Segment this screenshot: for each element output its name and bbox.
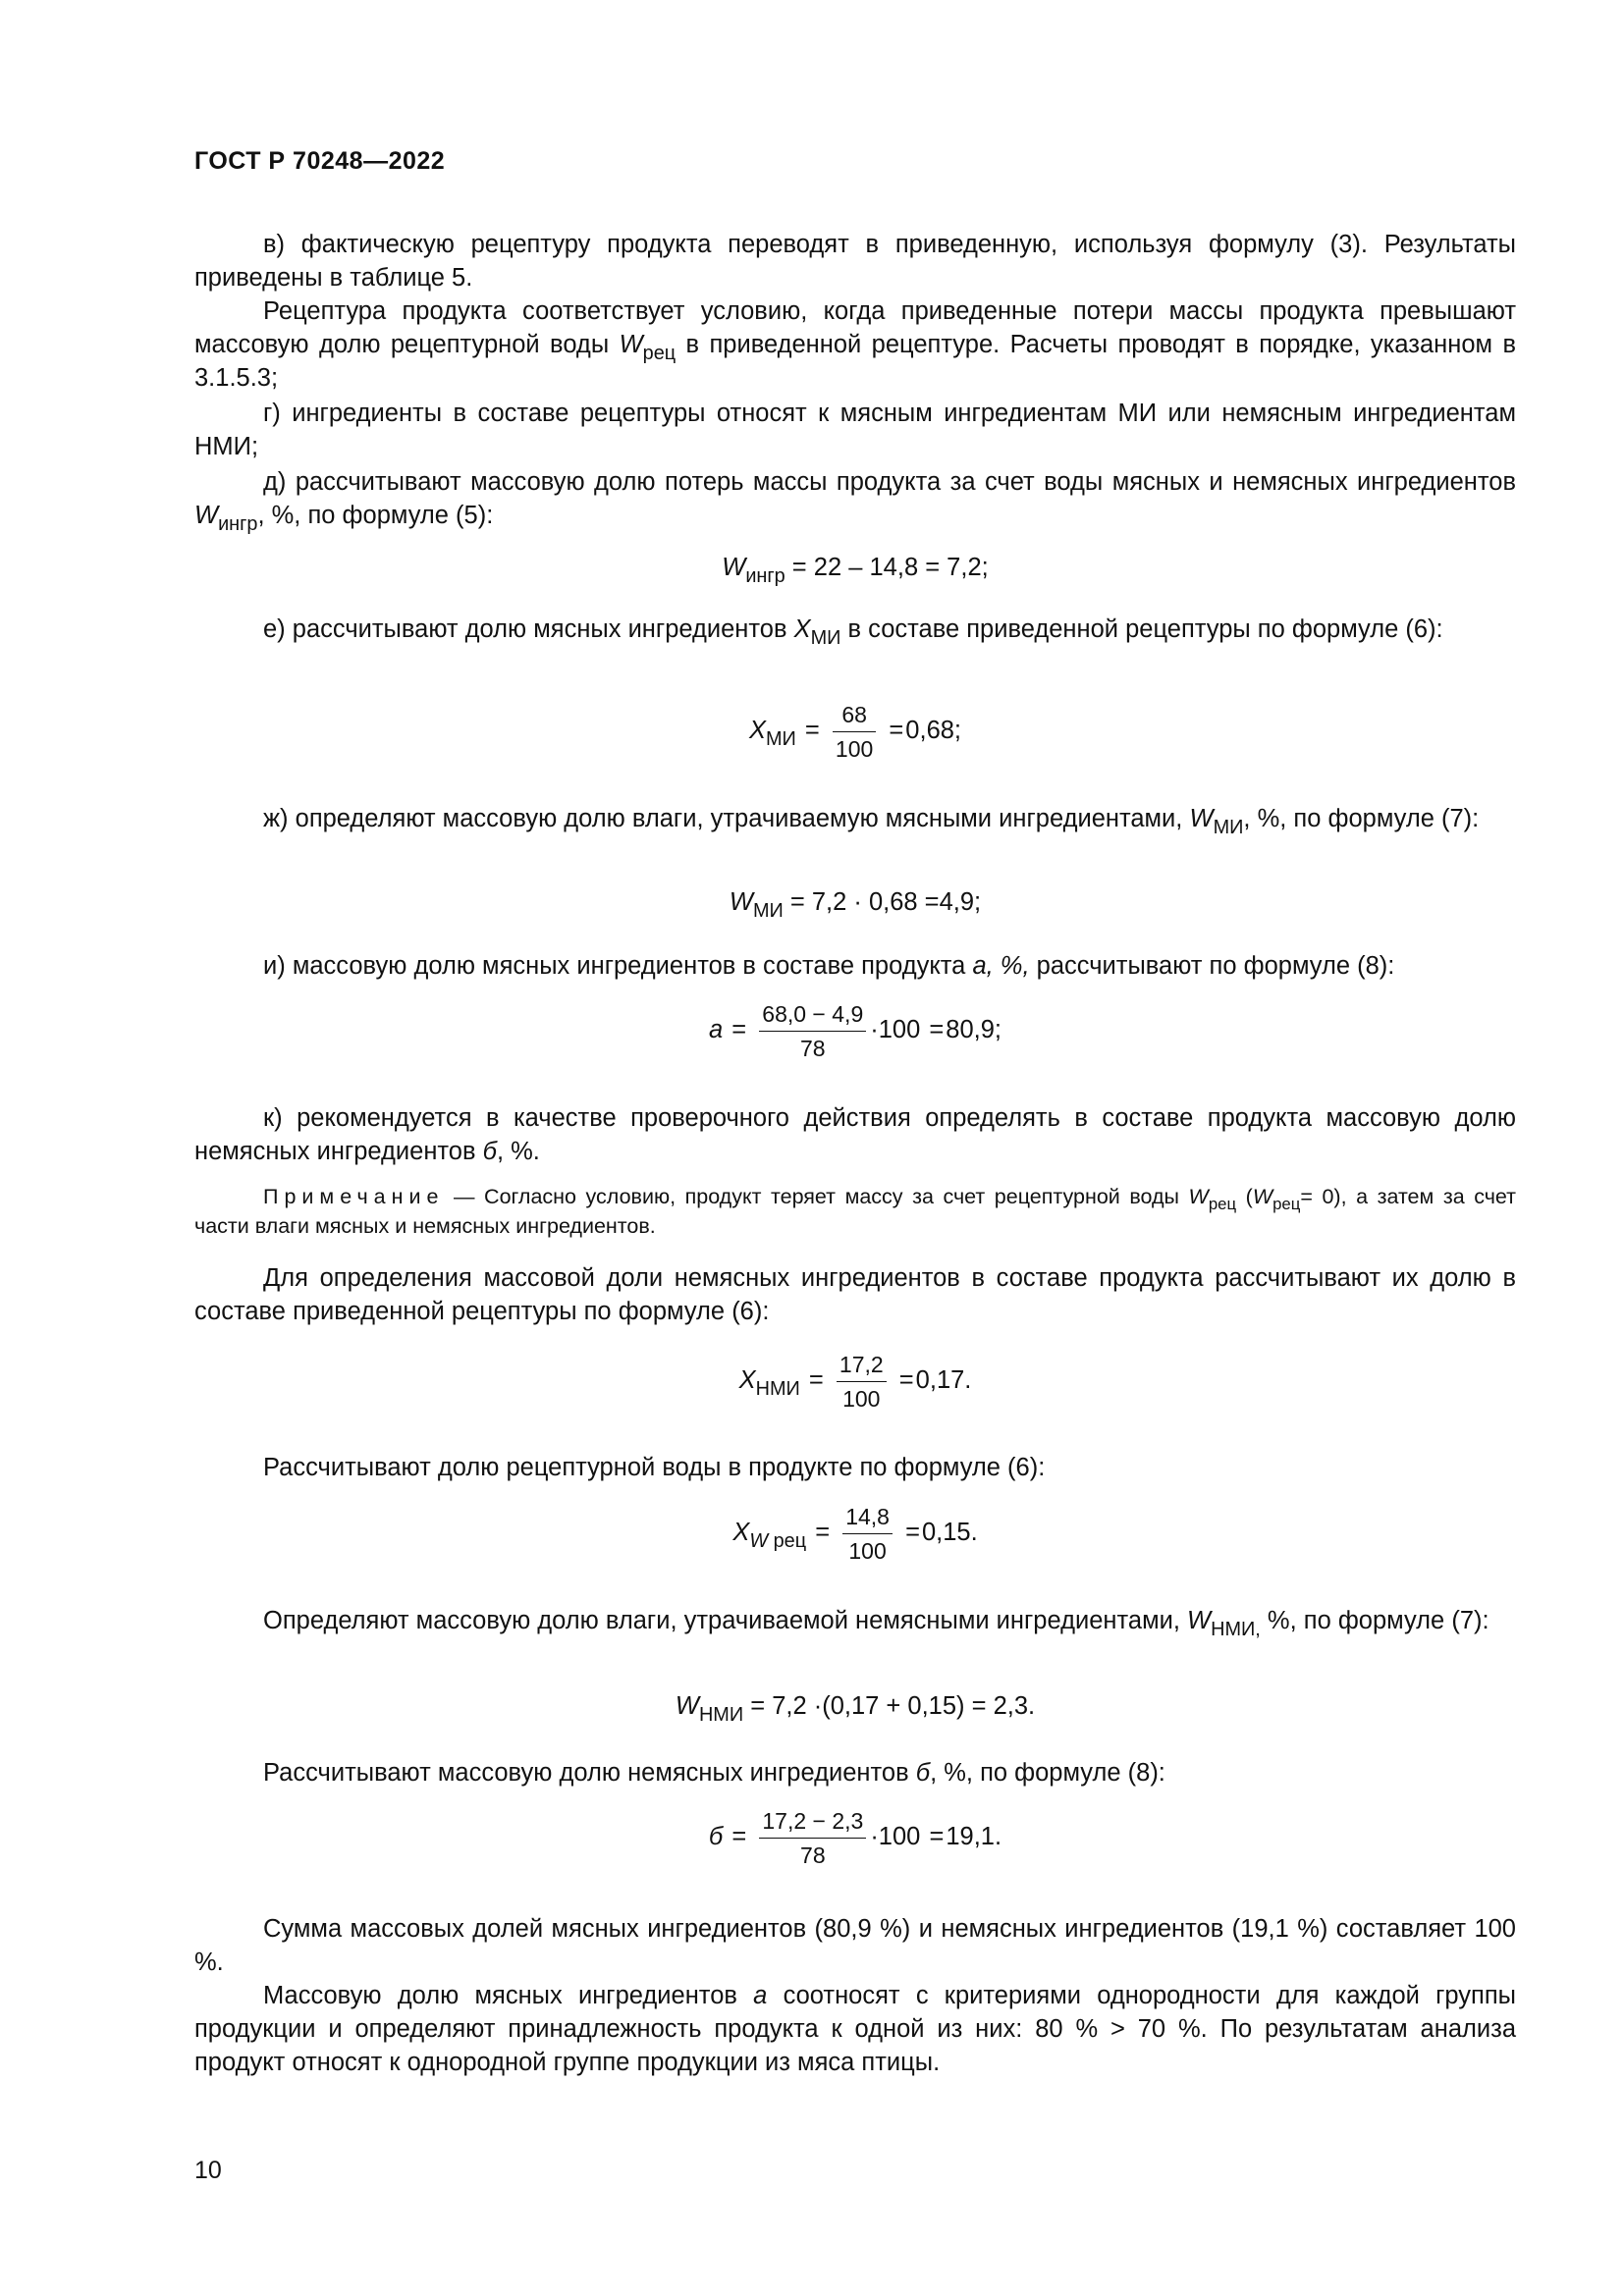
formula-8-a: а = $\frac{68,0 - 4,9}{78}$ ·100 =80,9; <box>709 1001 1001 1061</box>
paragraph-zh: ж) определяют массовую долю влаги, утрачиваемую мясными ингредиентами, $W_{МИ}$, %, по формуле (7): <box>263 805 1480 838</box>
paragraph-b: Рассчитывают массовую долю немясных ингредиентов б, %, по формуле (8): <box>263 1759 1165 1787</box>
fraction: $\frac{14,8}{100}$ <box>842 1502 893 1566</box>
fraction: $\frac{68}{100}$ <box>833 700 876 764</box>
formula-6-wrec: $X_{W рец}$ = $\frac{14,8}{100}$ =0,15. <box>732 1504 978 1564</box>
page-number: 10 <box>194 2157 222 2184</box>
document-header: ГОСТ Р 70248—2022 <box>194 147 446 175</box>
paragraph-e: е) рассчитывают долю мясных ингредиентов $X_{МИ}$ в составе приведенной рецептуры по формуле (6): <box>263 615 1443 649</box>
fraction: $\frac{68,0 - 4,9}{78}$ <box>759 999 866 1063</box>
paragraph-wrec: Рассчитывают долю рецептурной воды в продукте по формуле (6): <box>263 1454 1046 1481</box>
paragraph-g: г) ингредиенты в составе рецептуры относят к мясным ингредиентам МИ или немясным ингредиентам НМИ; <box>194 400 1516 460</box>
formula-6-mi: $X_{МИ}$ = $\frac{68}{100}$ =0,68; <box>748 702 962 762</box>
formula-7-mi: $W_{МИ} = 7,2 \cdot 0,68 =4,9$; <box>729 888 982 922</box>
note-label: Примечание <box>263 1185 445 1208</box>
fraction: $\frac{17,2}{100}$ <box>837 1350 887 1414</box>
formula-6-nmi: $X_{НМИ}$ = $\frac{17,2}{100}$ =0,17. <box>738 1352 972 1412</box>
paragraph-wnmi: Определяют массовую долю влаги, утрачиваемой немясными ингредиентами, $W_{НМИ,}$ %, по формуле (7): <box>263 1607 1489 1640</box>
paragraph-conclusion: Массовую долю мясных ингредиентов а соотносят с критериями однородности для каждой группы продукции и определяют принадлежность продукта к одной из них: 80 % > 70 %. По результатам анализа продукт относят к однородной группе продукции из мяса птицы. <box>194 1982 1516 2076</box>
note: Примечание — Согласно условию, продукт теряет массу за счет рецептурной воды $W_{рец}$ $(W_{рец}= 0)$, а затем за счет части влаги мясных и немясных ингредиентов. <box>194 1185 1516 1238</box>
formula-7-nmi: $W_{НМИ} = 7,2 \cdot(0,17 + 0,15) = 2,3$. <box>675 1692 1036 1726</box>
paragraph-sum: Сумма массовых долей мясных ингредиентов (80,9 %) и немясных ингредиентов (19,1 %) составляет 100 %. <box>194 1915 1516 1976</box>
fraction: $\frac{17,2 - 2,3}{78}$ <box>759 1806 866 1870</box>
paragraph-nmi: Для определения массовой доли немясных ингредиентов в составе продукта рассчитывают их долю в составе приведенной рецептуры по формуле (6): <box>194 1264 1516 1325</box>
paragraph-k: к) рекомендуется в качестве проверочного действия определять в составе продукта массовую долю немясных ингредиентов б, %. <box>194 1104 1516 1165</box>
var-W: W <box>619 331 643 358</box>
paragraph-v: в) фактическую рецептуру продукта переводят в приведенную, используя формулу (3). Результаты приведены в таблице 5. <box>194 231 1516 292</box>
formula-8-b: б = $\frac{17,2 - 2,3}{78}$ ·100 =19,1. <box>708 1808 1002 1868</box>
formula-5: $W_{ингр} = 22 - 14,8 = 7,2$; <box>722 554 989 587</box>
paragraph-i: и) массовую долю мясных ингредиентов в составе продукта а, %, рассчитывают по формуле (8): <box>263 952 1395 980</box>
paragraph-recipe: Рецептура продукта соответствует условию, когда приведенные потери массы продукта превышают массовую долю рецептурной воды $W_{рец}$ в приведенной рецептуре. Расчеты проводят в порядке, указанном в 3.1.5.3; <box>194 297 1516 392</box>
paragraph-d: д) рассчитывают массовую долю потерь массы продукта за счет воды мясных и немясных ингредиентов $W_{ингр}$, %, по формуле (5): <box>194 468 1516 535</box>
